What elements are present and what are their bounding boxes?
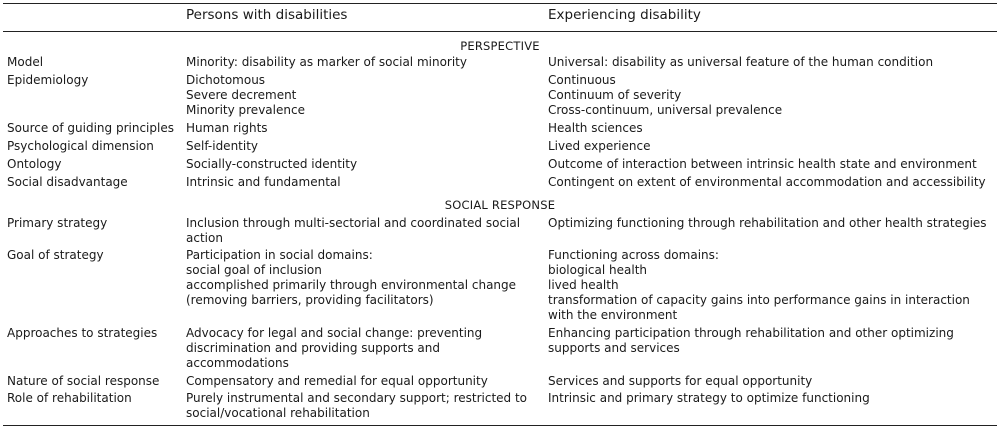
cell-line: Participation in social domains: xyxy=(186,248,373,262)
cell-line: Intrinsic and fundamental xyxy=(186,175,341,189)
cell-line: Minority: disability as marker of social minority xyxy=(186,55,467,69)
row-label: Source of guiding principles xyxy=(7,121,174,135)
cell-line: action xyxy=(186,231,223,245)
cell-persons-with-disabilities xyxy=(186,248,542,308)
cell-experiencing-disability xyxy=(548,175,998,190)
cell-line: Outcome of interaction between intrinsic health state and environment xyxy=(548,157,977,171)
cell-persons-with-disabilities xyxy=(186,121,542,136)
cell-experiencing-disability xyxy=(548,374,998,389)
row-label: Psychological dimension xyxy=(7,139,154,153)
cell-persons-with-disabilities xyxy=(186,157,542,172)
row-label: Social disadvantage xyxy=(7,175,128,189)
cell-experiencing-disability xyxy=(548,55,998,70)
cell-line: discrimination and providing supports and xyxy=(186,341,441,355)
cell-line: Severe decrement xyxy=(186,88,297,102)
cell-line: Purely instrumental and secondary support; restricted to xyxy=(186,391,528,405)
cell-line: social/vocational rehabilitation xyxy=(186,406,370,420)
cell-experiencing-disability xyxy=(548,157,998,172)
cell-line: biological health xyxy=(548,263,648,277)
cell-line: Advocacy for legal and social change: preventing xyxy=(186,326,483,340)
header-rule xyxy=(3,31,997,32)
cell-line: social goal of inclusion xyxy=(186,263,322,277)
cell-line: transformation of capacity gains into performance gains in interaction xyxy=(548,293,970,307)
cell-line: Continuum of severity xyxy=(548,88,682,102)
cell-line: Optimizing functioning through rehabilitation and other health strategies xyxy=(548,216,987,230)
row-label: Ontology xyxy=(7,157,62,171)
cell-persons-with-disabilities xyxy=(186,326,542,371)
cell-line: accommodations xyxy=(186,356,289,370)
section-heading-perspective: PERSPECTIVE xyxy=(460,39,540,53)
cell-persons-with-disabilities xyxy=(186,374,542,389)
cell-persons-with-disabilities xyxy=(186,139,542,154)
cell-line: Inclusion through multi-sectorial and coordinated social xyxy=(186,216,521,230)
cell-line: Cross-continuum, universal prevalence xyxy=(548,103,783,117)
cell-persons-with-disabilities xyxy=(186,216,542,246)
cell-line: accomplished primarily through environmental change xyxy=(186,278,517,292)
cell-experiencing-disability xyxy=(548,73,998,118)
column-header-experiencing-disability: Experiencing disability xyxy=(548,7,701,23)
row-label: Goal of strategy xyxy=(7,248,104,262)
cell-experiencing-disability xyxy=(548,121,998,136)
row-label: Model xyxy=(7,55,44,69)
cell-experiencing-disability xyxy=(548,139,998,154)
section-heading-social-response: SOCIAL RESPONSE xyxy=(444,198,556,212)
cell-persons-with-disabilities xyxy=(186,391,542,421)
bottom-rule xyxy=(3,425,997,426)
cell-line: Intrinsic and primary strategy to optimize functioning xyxy=(548,391,870,405)
cell-line: Socially-constructed identity xyxy=(186,157,358,171)
cell-line: Continuous xyxy=(548,73,616,87)
column-header-persons-with-disabilities: Persons with disabilities xyxy=(186,7,348,23)
cell-line: (removing barriers, providing facilitators) xyxy=(186,293,434,307)
cell-line: Services and supports for equal opportunity xyxy=(548,374,813,388)
cell-line: supports and services xyxy=(548,341,680,355)
cell-line: Self-identity xyxy=(186,139,259,153)
row-label: Nature of social response xyxy=(7,374,160,388)
cell-line: Universal: disability as universal feature of the human condition xyxy=(548,55,934,69)
cell-line: Contingent on extent of environmental accommodation and accessibility xyxy=(548,175,986,189)
cell-line: lived health xyxy=(548,278,619,292)
cell-experiencing-disability xyxy=(548,248,998,323)
cell-line: Health sciences xyxy=(548,121,643,135)
row-label: Primary strategy xyxy=(7,216,108,230)
cell-line: Dichotomous xyxy=(186,73,266,87)
cell-line: Compensatory and remedial for equal opportunity xyxy=(186,374,488,388)
cell-line: Functioning across domains: xyxy=(548,248,719,262)
cell-line: Lived experience xyxy=(548,139,651,153)
top-rule xyxy=(3,3,997,4)
cell-experiencing-disability xyxy=(548,326,998,356)
row-label: Epidemiology xyxy=(7,73,89,87)
cell-experiencing-disability xyxy=(548,391,998,406)
cell-persons-with-disabilities xyxy=(186,73,542,118)
cell-line: Minority prevalence xyxy=(186,103,305,117)
cell-line: Enhancing participation through rehabilitation and other optimizing xyxy=(548,326,954,340)
cell-persons-with-disabilities xyxy=(186,55,542,70)
cell-experiencing-disability xyxy=(548,216,998,231)
cell-line: Human rights xyxy=(186,121,268,135)
row-label: Role of rehabilitation xyxy=(7,391,132,405)
cell-line: with the environment xyxy=(548,308,678,322)
cell-persons-with-disabilities xyxy=(186,175,542,190)
row-label: Approaches to strategies xyxy=(7,326,158,340)
